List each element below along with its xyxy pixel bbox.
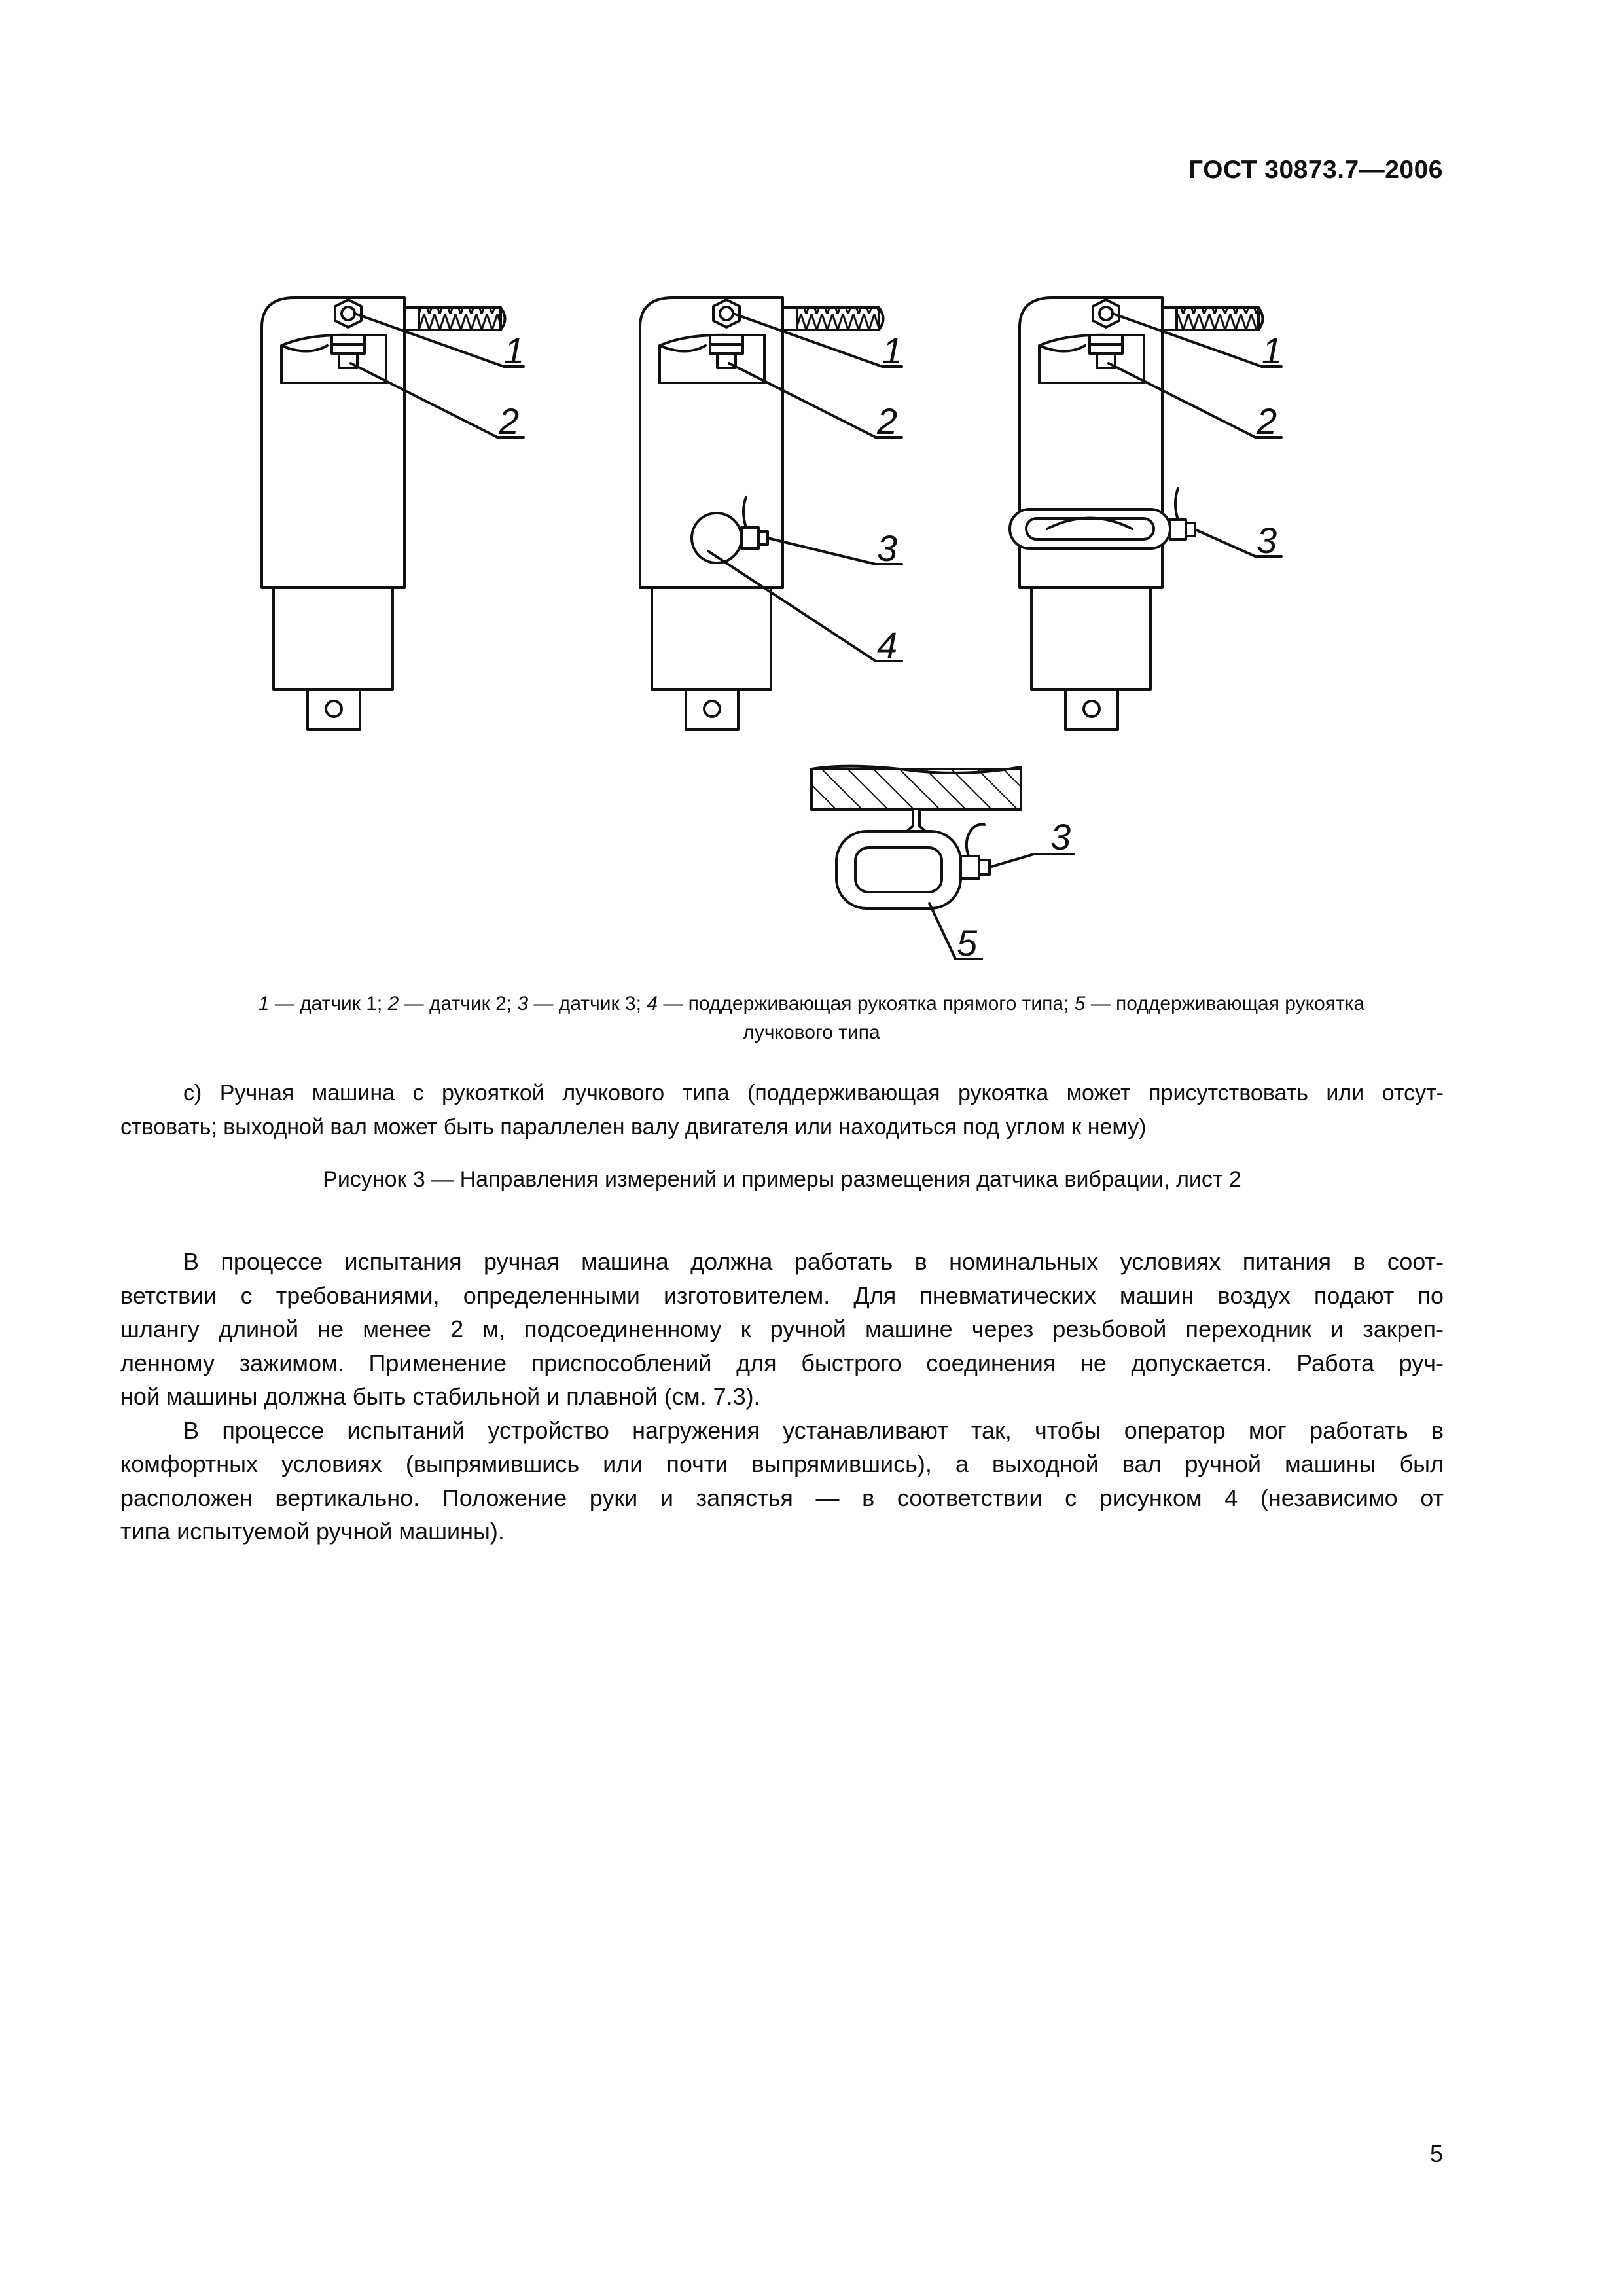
legend-text-1: — датчик 1; (269, 993, 388, 1014)
figure-legend (144, 990, 1479, 1047)
paragraph-line: шлангу длиной не менее 2 м, подсоединенному к ручной машине через резьбовой переходник и закреп- (120, 1316, 1444, 1342)
paragraph-1 (120, 1245, 1444, 1414)
note-line: ствовать; выходной вал может быть параллелен валу двигателя или находиться под углом к нему) (120, 1115, 1147, 1139)
body-text (120, 1245, 1444, 1549)
standard-code-header: ГОСТ 30873.7—2006 (1188, 156, 1443, 184)
callout-2-c: 2 (1257, 401, 1277, 442)
legend-text-4: — поддерживающая рукоятка прямого типа; (657, 993, 1075, 1014)
figure-title: Рисунок 3 — Направления измерений и примеры размещения датчика вибрации, лист 2 (323, 1167, 1241, 1192)
callout-1-c: 1 (1262, 330, 1283, 371)
legend-line-1 (144, 990, 1479, 1018)
figure-3-drawing (0, 0, 1623, 982)
paragraph-line: расположен вертикально. Положение руки и запястья — в соответствии с рисунком 4 (независимо от (120, 1484, 1444, 1511)
legend-text-2: — датчик 2; (399, 993, 518, 1014)
paragraph-line: комфортных условиях (выпрямившись или почти выпрямившись), а выходной вал ручной машины был (120, 1450, 1444, 1477)
legend-text-3: — датчик 3; (528, 993, 647, 1014)
machine-a (262, 298, 524, 730)
callout-4-b: 4 (877, 624, 898, 666)
callout-3-detail: 3 (1050, 816, 1071, 857)
machine-c (1010, 298, 1281, 730)
machine-b (640, 298, 902, 730)
loop-handle-detail (812, 766, 1073, 959)
callout-2-b: 2 (877, 401, 898, 442)
paragraph-line: ветствии с требованиями, определенными изготовителем. Для пневматических машин воздух подают по (120, 1282, 1444, 1309)
legend-line-2: лучкового типа (743, 1022, 880, 1043)
legend-num-5: 5 (1074, 993, 1086, 1014)
legend-num-4: 4 (647, 993, 658, 1014)
legend-num-3: 3 (517, 993, 529, 1014)
legend-num-1: 1 (258, 993, 270, 1014)
paragraph-line: ленному зажимом. Применение приспособлений для быстрого соединения не допускается. Работа руч- (120, 1349, 1444, 1376)
callout-1-a: 1 (504, 330, 525, 371)
callout-3-b: 3 (877, 528, 898, 569)
legend-text-5: — поддерживающая рукоятка (1085, 993, 1365, 1014)
figure-note-c (120, 1076, 1444, 1144)
paragraph-line: типа испытуемой ручной машины). (120, 1518, 505, 1545)
callout-1-b: 1 (882, 330, 903, 371)
legend-num-2: 2 (387, 993, 399, 1014)
paragraph-2 (120, 1414, 1444, 1549)
paragraph-line: ной машины должна быть стабильной и плавной (см. 7.3). (120, 1383, 760, 1410)
callout-3-c: 3 (1257, 520, 1277, 561)
note-line: с) Ручная машина с рукояткой лучкового типа (поддерживающая рукоятка может присутствовать или отсут- (183, 1081, 1444, 1105)
paragraph-line: В процессе испытаний устройство нагружения устанавливают так, чтобы оператор мог работать в (183, 1416, 1444, 1444)
callout-5-detail: 5 (957, 922, 978, 963)
callout-2-a: 2 (499, 401, 520, 442)
paragraph-line: В процессе испытания ручная машина должна работать в номинальных условиях питания в соот- (183, 1248, 1444, 1275)
page-number: 5 (1429, 2140, 1443, 2167)
